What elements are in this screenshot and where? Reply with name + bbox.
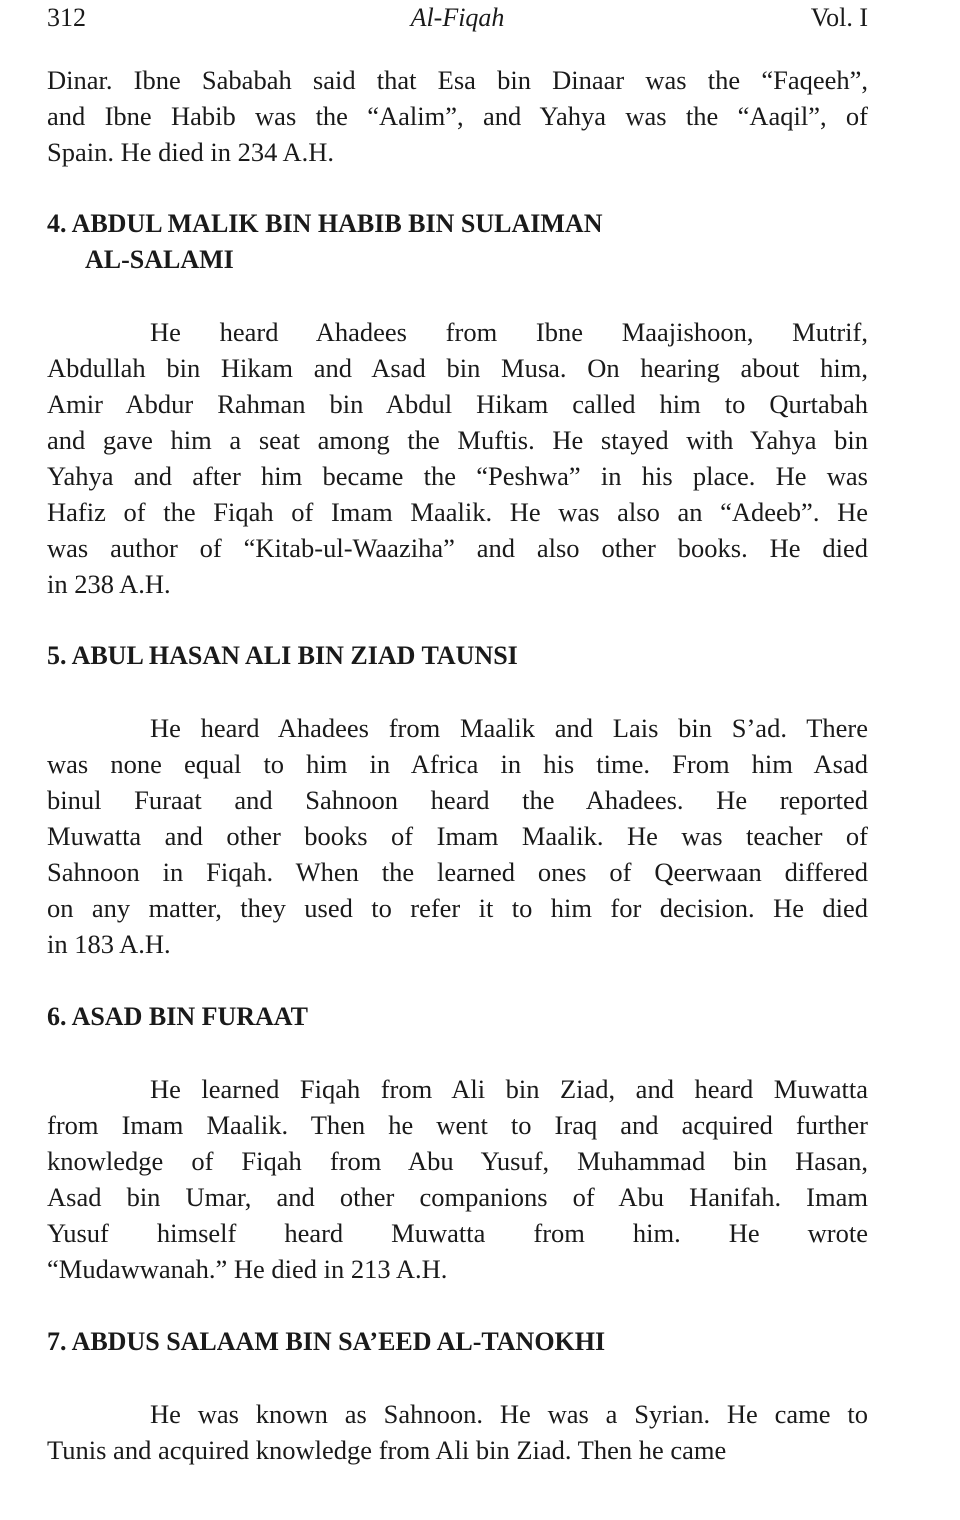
text-line: Yusuf himself heard Muwatta from him. He wrote [47,1218,868,1248]
text-line: Muwatta and other books of Imam Maalik. He was teacher of [47,821,868,851]
section-heading [47,1324,868,1360]
paragraph [47,710,868,962]
text-line: Tunis and acquired knowledge from Ali bin Ziad. Then he came [47,1435,727,1465]
text-line: He heard Ahadees from Ibne Maajishoon, Mutrif, [150,317,868,347]
heading-line: AL-SALAMI [85,245,234,274]
text-line: Sahnoon in Fiqah. When the learned ones of Qeerwaan differed [47,857,868,887]
text-line: Abdullah bin Hikam and Asad bin Musa. On hearing about him, [47,353,868,383]
text-line: Dinar. Ibne Sababah said that Esa bin Dinaar was the “Faqeeh”, [47,65,868,95]
paragraph [47,314,868,602]
text-line: Spain. He died in 234 A.H. [47,137,335,167]
text-line: He was known as Sahnoon. He was a Syrian. He came to [150,1399,868,1429]
text-line: Yahya and after him became the “Peshwa” in his place. He was [47,461,868,491]
text-line: was none equal to him in Africa in his time. From him Asad [47,749,868,779]
text-line: in 183 A.H. [47,929,171,959]
text-line: “Mudawwanah.” He died in 213 A.H. [47,1254,448,1284]
heading-line: 4. ABDUL MALIK BIN HABIB BIN SULAIMAN [47,209,603,238]
text-line: was author of “Kitab-ul-Waaziha” and also other books. He died [47,533,868,563]
book-title: Al-Fiqah [410,3,505,32]
heading-line: 5. ABUL HASAN ALI BIN ZIAD TAUNSI [47,641,518,670]
paragraph [47,62,868,170]
section-heading [47,999,868,1035]
text-line: and gave him a seat among the Muftis. He stayed with Yahya bin [47,425,868,455]
text-line: binul Furaat and Sahnoon heard the Ahadees. He reported [47,785,868,815]
text-line: Asad bin Umar, and other companions of Abu Hanifah. Imam [47,1182,868,1212]
text-line: and Ibne Habib was the “Aalim”, and Yahya was the “Aaqil”, of [47,101,868,131]
paragraph [47,1396,868,1468]
volume-label: Vol. I [810,3,868,32]
running-header [47,0,868,36]
text-line: in 238 A.H. [47,569,171,599]
text-line: He heard Ahadees from Maalik and Lais bin S’ad. There [150,713,868,743]
text-line: on any matter, they used to refer it to him for decision. He died [47,893,868,923]
text-line: from Imam Maalik. Then he went to Iraq and acquired further [47,1110,868,1140]
page-number: 312 [47,3,86,32]
text-line: Hafiz of the Fiqah of Imam Maalik. He was also an “Adeeb”. He [47,497,868,527]
text-line: Amir Abdur Rahman bin Abdul Hikam called him to Qurtabah [47,389,868,419]
text-line: He learned Fiqah from Ali bin Ziad, and heard Muwatta [150,1074,868,1104]
heading-line: 7. ABDUS SALAAM BIN SA’EED AL-TANOKHI [47,1327,606,1356]
section-heading [47,638,868,674]
heading-line: 6. ASAD BIN FURAAT [47,1002,308,1031]
section-heading [47,206,868,278]
paragraph [47,1071,868,1287]
text-line: knowledge of Fiqah from Abu Yusuf, Muhammad bin Hasan, [47,1146,868,1176]
